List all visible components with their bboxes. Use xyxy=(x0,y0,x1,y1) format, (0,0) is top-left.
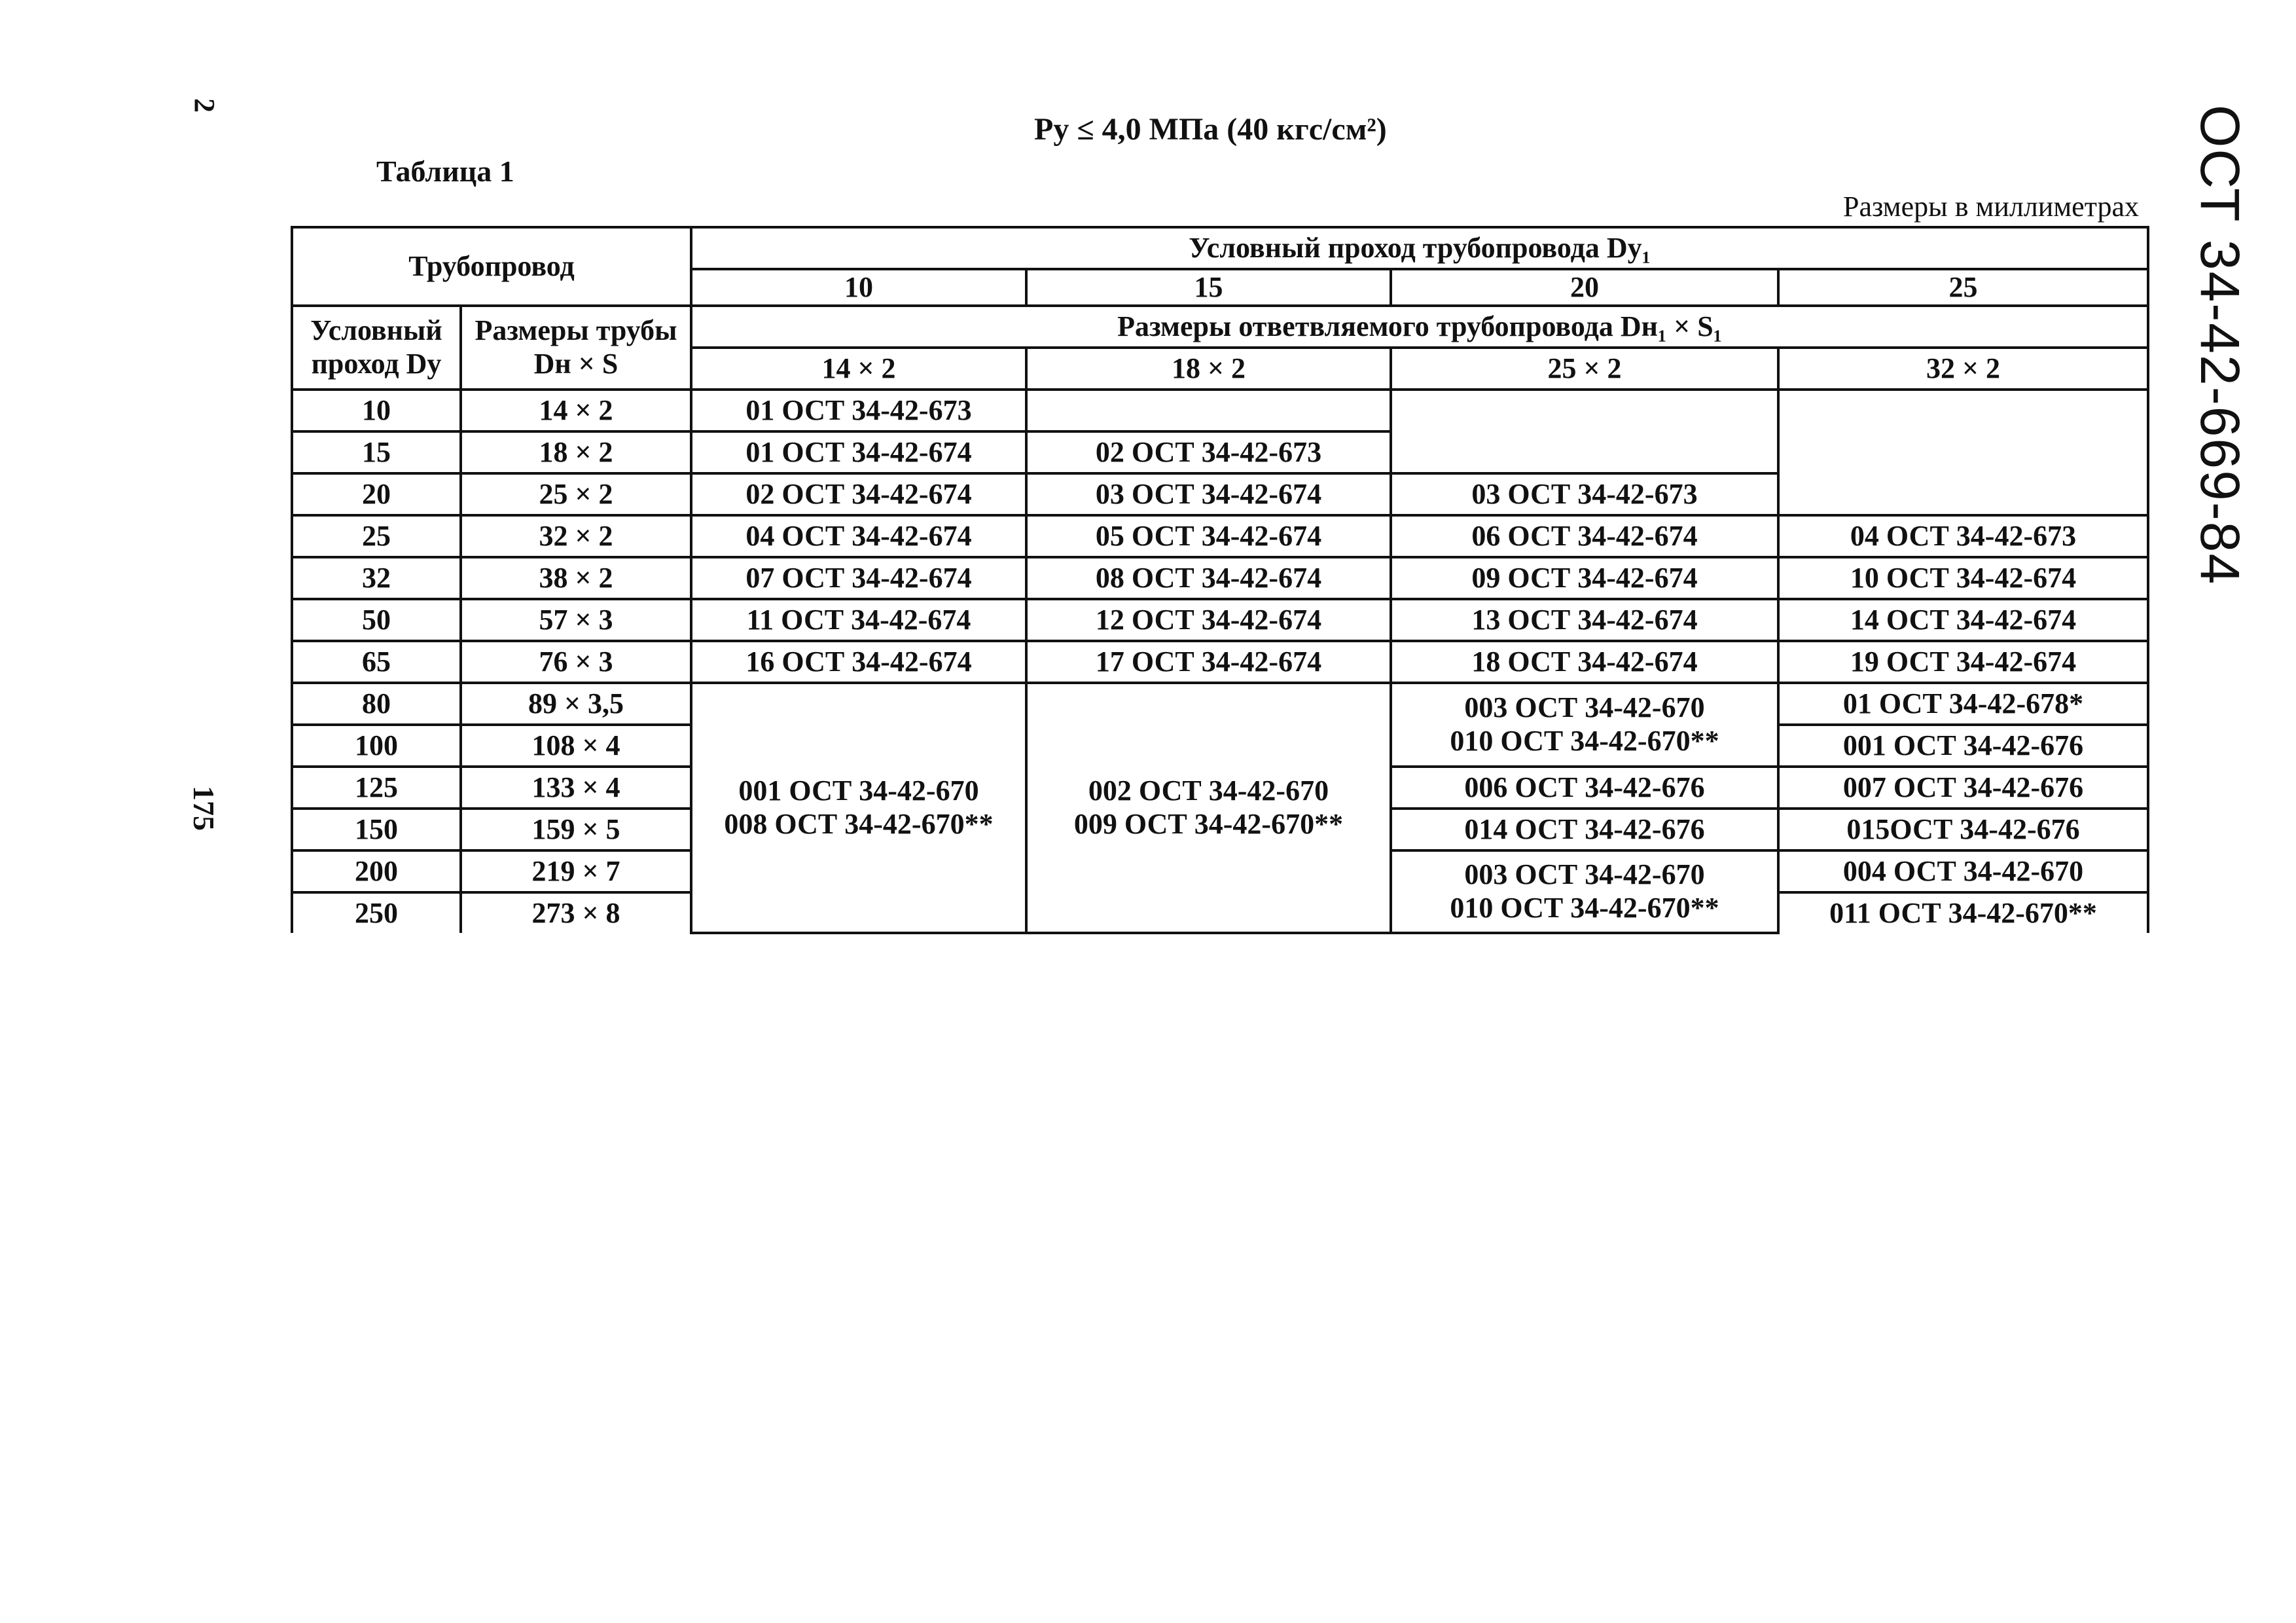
cell-size: 14 × 2 xyxy=(461,390,691,431)
cell-c10: 07 ОСТ 34-42-674 xyxy=(691,557,1026,599)
cell-c15: 02 ОСТ 34-42-673 xyxy=(1026,431,1391,473)
cell-c20-merged-80-line1: 003 ОСТ 34-42-670 xyxy=(1464,691,1705,724)
cell-size: 133 × 4 xyxy=(461,767,691,809)
header-branch-dy-25: 25 xyxy=(1778,269,2148,306)
cell-c20-empty xyxy=(1391,390,1778,473)
header-dy: Условный проход Dу xyxy=(292,306,461,390)
cell-c25: 04 ОСТ 34-42-673 xyxy=(1778,515,2148,557)
cell-size: 32 × 2 xyxy=(461,515,691,557)
cell-dy: 15 xyxy=(292,431,461,473)
cell-size: 38 × 2 xyxy=(461,557,691,599)
cell-c15: 08 ОСТ 34-42-674 xyxy=(1026,557,1391,599)
cell-c20: 014 ОСТ 34-42-676 xyxy=(1391,809,1778,850)
header-branch-dy-15: 15 xyxy=(1026,269,1391,306)
header-branch-size-20: 25 × 2 xyxy=(1391,348,1778,390)
cell-dy: 200 xyxy=(292,850,461,892)
cell-c10: 01 ОСТ 34-42-674 xyxy=(691,431,1026,473)
cell-c20: 18 ОСТ 34-42-674 xyxy=(1391,641,1778,683)
cell-c10: 04 ОСТ 34-42-674 xyxy=(691,515,1026,557)
page-number-top: 2 xyxy=(188,98,221,113)
cell-dy: 250 xyxy=(292,892,461,933)
cell-c25: 01 ОСТ 34-42-678* xyxy=(1778,683,2148,725)
cell-dy: 32 xyxy=(292,557,461,599)
cell-c25: 015ОСТ 34-42-676 xyxy=(1778,809,2148,850)
header-branch-size-25: 32 × 2 xyxy=(1778,348,2148,390)
cell-c15-merged xyxy=(1026,683,1391,933)
pressure-rating: Ру ≤ 4,0 МПа (40 кгс/см²) xyxy=(1034,112,1387,147)
header-branch-size-10: 14 × 2 xyxy=(691,348,1026,390)
table-row xyxy=(292,641,2148,683)
cell-dy: 100 xyxy=(292,725,461,767)
table-row xyxy=(292,557,2148,599)
cell-c20: 006 ОСТ 34-42-676 xyxy=(1391,767,1778,809)
cell-dy: 50 xyxy=(292,599,461,641)
table-label: Таблица 1 xyxy=(376,155,514,188)
table-row xyxy=(292,390,2148,431)
header-branch-dy-20: 20 xyxy=(1391,269,1778,306)
cell-c20: 13 ОСТ 34-42-674 xyxy=(1391,599,1778,641)
table-row xyxy=(292,683,2148,725)
cell-c20: 03 ОСТ 34-42-673 xyxy=(1391,473,1778,515)
cell-c20-merged-200-line1: 003 ОСТ 34-42-670 xyxy=(1464,858,1705,891)
cell-c15: 12 ОСТ 34-42-674 xyxy=(1026,599,1391,641)
cell-c20-merged-80 xyxy=(1391,683,1778,767)
cell-c15-merged-line1: 002 ОСТ 34-42-670 xyxy=(1088,775,1329,807)
cell-c20: 06 ОСТ 34-42-674 xyxy=(1391,515,1778,557)
cell-c25: 007 ОСТ 34-42-676 xyxy=(1778,767,2148,809)
cell-c15: 17 ОСТ 34-42-674 xyxy=(1026,641,1391,683)
cell-c20-merged-200 xyxy=(1391,850,1778,933)
page-number-side: 175 xyxy=(187,786,221,831)
cell-c25: 10 ОСТ 34-42-674 xyxy=(1778,557,2148,599)
cell-c25: 004 ОСТ 34-42-670 xyxy=(1778,850,2148,892)
cell-c10-merged xyxy=(691,683,1026,933)
cell-c25: 011 ОСТ 34-42-670** xyxy=(1778,892,2148,933)
cell-dy: 65 xyxy=(292,641,461,683)
cell-c10-merged-line1: 001 ОСТ 34-42-670 xyxy=(738,775,979,807)
cell-c10: 11 ОСТ 34-42-674 xyxy=(691,599,1026,641)
cell-c10: 01 ОСТ 34-42-673 xyxy=(691,390,1026,431)
cell-size: 219 × 7 xyxy=(461,850,691,892)
cell-c25: 14 ОСТ 34-42-674 xyxy=(1778,599,2148,641)
cell-size: 89 × 3,5 xyxy=(461,683,691,725)
header-branch-size: Размеры ответвляемого трубопровода Dн₁ × S₁ xyxy=(691,306,2148,348)
header-branch-size-15: 18 × 2 xyxy=(1026,348,1391,390)
units-note: Размеры в миллиметрах xyxy=(1843,191,2139,223)
header-pipe-size: Размеры трубы Dн × S xyxy=(461,306,691,390)
table-row xyxy=(292,515,2148,557)
cell-c25-empty xyxy=(1778,390,2148,515)
table-row xyxy=(292,599,2148,641)
cell-size: 76 × 3 xyxy=(461,641,691,683)
cell-c15 xyxy=(1026,390,1391,431)
cell-size: 159 × 5 xyxy=(461,809,691,850)
cell-dy: 80 xyxy=(292,683,461,725)
cell-c20: 09 ОСТ 34-42-674 xyxy=(1391,557,1778,599)
cell-c15-merged-line2: 009 ОСТ 34-42-670** xyxy=(1073,808,1344,840)
cell-size: 108 × 4 xyxy=(461,725,691,767)
standard-id: ОСТ 34-42-669-84 xyxy=(2189,105,2251,586)
cell-c10-merged-line2: 008 ОСТ 34-42-670** xyxy=(724,808,994,840)
cell-dy: 10 xyxy=(292,390,461,431)
cell-c20-merged-80-line2: 010 ОСТ 34-42-670** xyxy=(1450,725,1719,757)
cell-c10: 16 ОСТ 34-42-674 xyxy=(691,641,1026,683)
cell-c20-merged-200-line2: 010 ОСТ 34-42-670** xyxy=(1450,892,1719,924)
header-branch-dy: Условный проход трубопровода Dу₁ xyxy=(691,227,2148,269)
cell-dy: 125 xyxy=(292,767,461,809)
cell-c15: 05 ОСТ 34-42-674 xyxy=(1026,515,1391,557)
cell-dy: 25 xyxy=(292,515,461,557)
cell-c25: 001 ОСТ 34-42-676 xyxy=(1778,725,2148,767)
fittings-table xyxy=(291,226,2149,934)
header-pipeline: Трубопровод xyxy=(292,227,691,306)
cell-c10: 02 ОСТ 34-42-674 xyxy=(691,473,1026,515)
cell-size: 18 × 2 xyxy=(461,431,691,473)
cell-dy: 20 xyxy=(292,473,461,515)
header-branch-dy-10: 10 xyxy=(691,269,1026,306)
cell-c25: 19 ОСТ 34-42-674 xyxy=(1778,641,2148,683)
cell-size: 273 × 8 xyxy=(461,892,691,933)
cell-dy: 150 xyxy=(292,809,461,850)
cell-c15: 03 ОСТ 34-42-674 xyxy=(1026,473,1391,515)
cell-size: 57 × 3 xyxy=(461,599,691,641)
cell-size: 25 × 2 xyxy=(461,473,691,515)
